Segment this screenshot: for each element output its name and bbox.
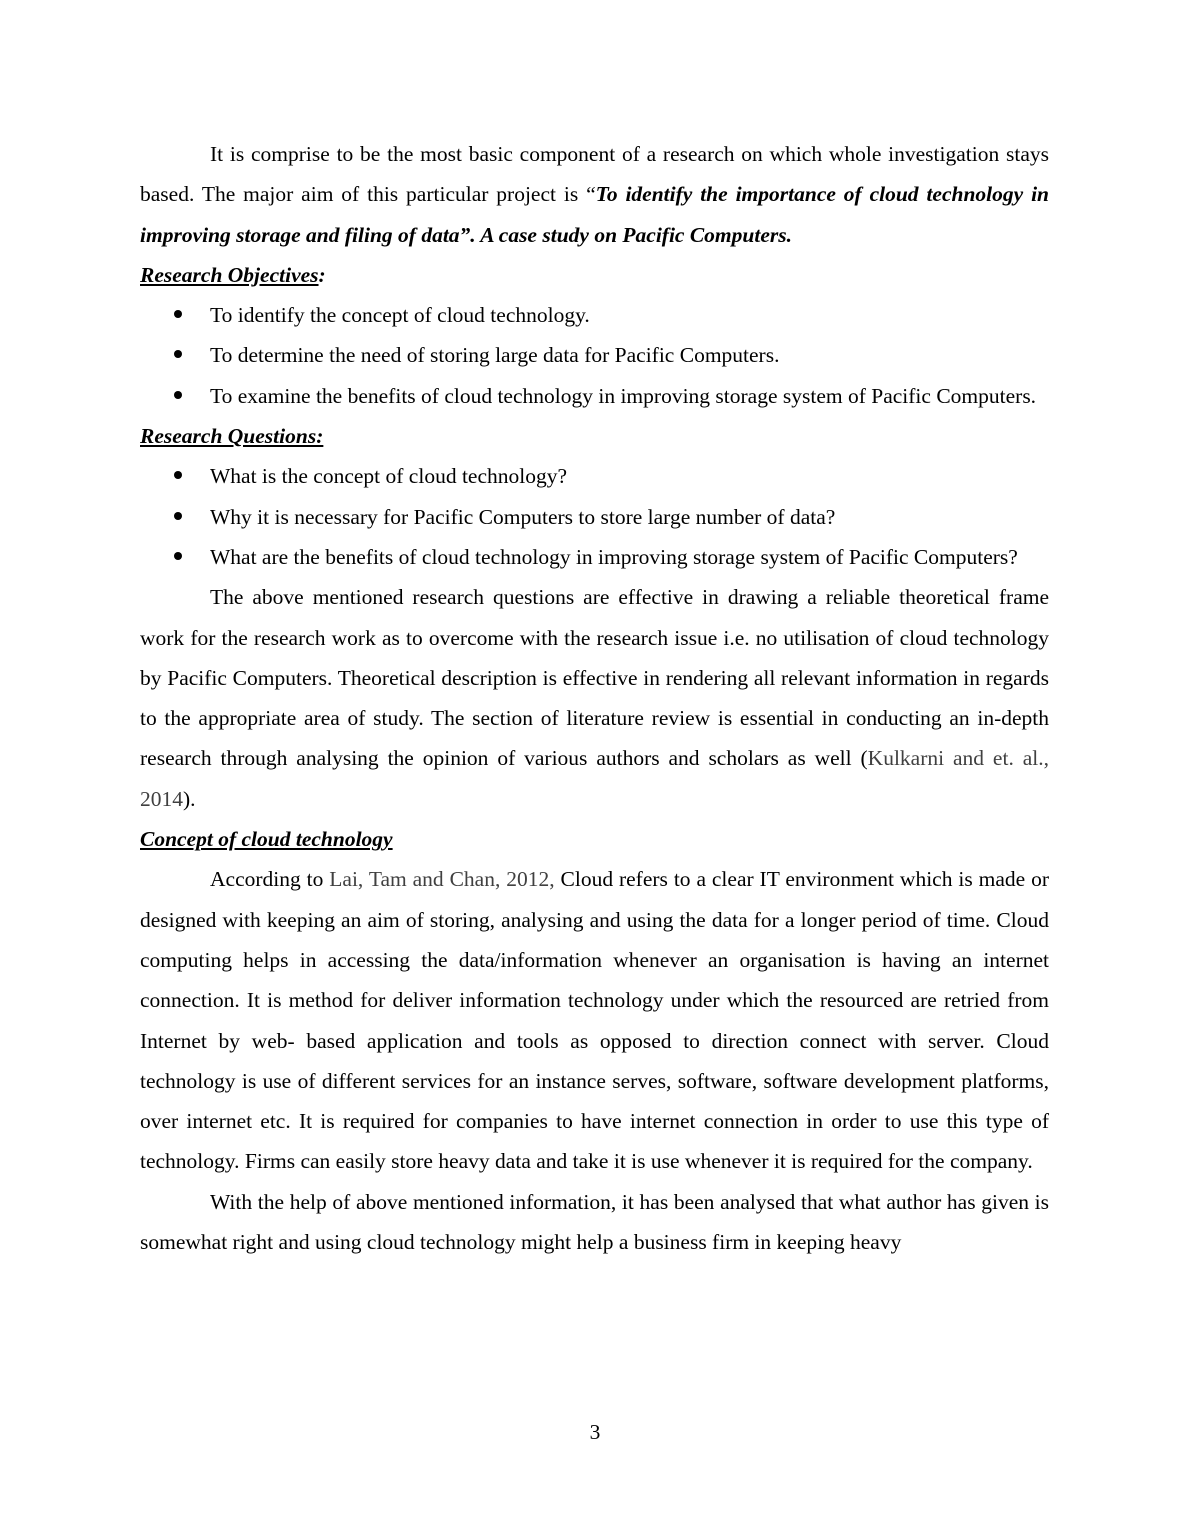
framework-paragraph — [140, 577, 1049, 819]
list-item-text: To determine the need of storing large data for Pacific Computers. — [210, 343, 780, 368]
bullet-icon — [174, 552, 182, 560]
bullet-icon — [174, 350, 182, 358]
analysis-text: With the help of above mentioned information, it has been analysed that what author has given is somewhat right and using cloud technology might help a business firm in keeping heavy — [140, 1189, 1049, 1255]
objectives-heading-text: Research Objectives — [140, 262, 319, 287]
framework-text: The above mentioned research questions are effective in drawing a reliable theoretical frame work for the research work as to overcome with the research issue i.e. no utilisation of cloud technology by Pacific Computers. Theoretical description is effective in rendering all relevant information in regards to the appropriate area of study. The section of literature review is essential in conducting an in-depth research through analysing the opinion of various authors and scholars as well ( — [140, 585, 1049, 771]
page-number: 3 — [589, 1420, 601, 1444]
list-item — [140, 537, 1049, 577]
list-item-text: What is the concept of cloud technology? — [210, 464, 568, 489]
concept-citation: Lai, Tam and Chan, 2012, — [329, 867, 555, 892]
list-item-text: To identify the concept of cloud technology. — [210, 303, 590, 328]
list-item-text: To examine the benefits of cloud technology in improving storage system of Pacific Computers. — [210, 383, 1037, 408]
objectives-heading — [140, 255, 1049, 295]
framework-text-end: ). — [183, 786, 196, 811]
list-item-text: What are the benefits of cloud technology in improving storage system of Pacific Computers? — [210, 544, 1018, 569]
concept-paragraph — [140, 859, 1049, 1181]
list-item — [140, 295, 1049, 335]
bullet-icon — [174, 391, 182, 399]
list-item-text: Why it is necessary for Pacific Computers to store large number of data? — [210, 504, 836, 529]
list-item — [140, 497, 1049, 537]
questions-heading-text: Research Questions: — [140, 424, 324, 449]
bullet-icon — [174, 310, 182, 318]
objectives-list — [140, 295, 1049, 416]
concept-text-start: According to — [210, 867, 330, 892]
concept-heading — [140, 819, 1049, 859]
list-item — [140, 335, 1049, 375]
list-item — [140, 456, 1049, 496]
page-content — [140, 134, 1049, 1262]
analysis-paragraph — [140, 1182, 1049, 1263]
questions-list — [140, 456, 1049, 577]
list-item — [140, 376, 1049, 416]
questions-heading — [140, 416, 1049, 456]
intro-paragraph — [140, 134, 1049, 255]
framework-citation: Kulkarni and et. al., 2014 — [140, 746, 1049, 811]
bullet-icon — [174, 471, 182, 479]
intro-text: It is comprise to be the most basic component of a research on which whole investigation stays based. The major aim of this particular project is “ — [140, 142, 1049, 207]
concept-text: Cloud refers to a clear IT environment which is made or designed with keeping an aim of storing, analysing and using the data for a longer period of time. Cloud computing helps in accessing the data/information whenever an organisation is having an internet connection. It is method for deliver information technology under which the resourced are retried from Internet by web- based application and tools as opposed to direction connect with server. Cloud technology is use of different services for an instance serves, software, software development platforms, over internet etc. It is required for companies to have internet connection in order to use this type of technology. Firms can easily store heavy data and take it is use whenever it is required for the company. — [140, 867, 1049, 1174]
bullet-icon — [174, 512, 182, 520]
intro-emphasis: To identify the importance of cloud technology in improving storage and filing of data”. A case study on Pacific Computers. — [140, 182, 1050, 247]
objectives-heading-colon: : — [318, 262, 326, 287]
concept-heading-text: Concept of cloud technology — [140, 827, 393, 852]
